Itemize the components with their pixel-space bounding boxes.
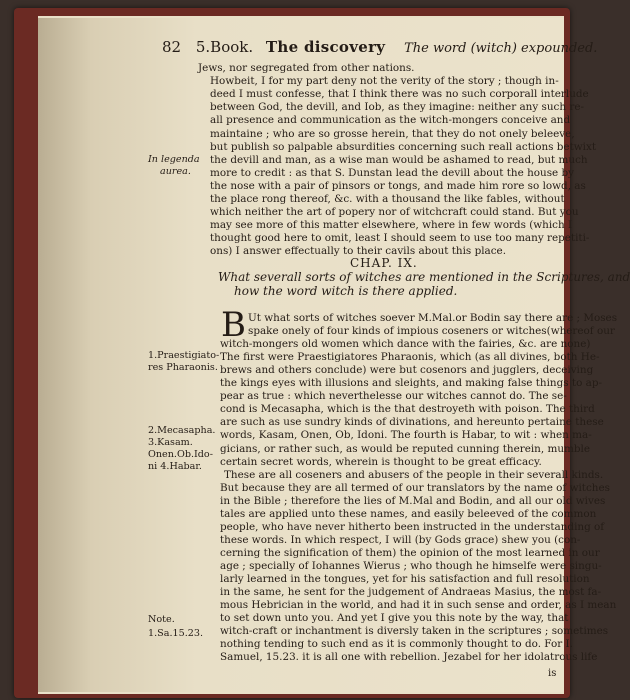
text-line: age ; specially of Iohannes Wierus ; who though he himselfe were singu- (220, 559, 602, 572)
text-line: may see more of this matter elsewhere, where in few words (which I (210, 219, 573, 232)
text-line: larly learned in the tongues, yet for his satisfaction and full resolution (220, 573, 590, 585)
margin-note-legenda-2: aurea. (160, 166, 191, 177)
text-line: certain secret words, wherein is thought to be great efficacy. (220, 455, 542, 468)
text-line: ons) I answer effectually to their cavils about this place. (210, 245, 507, 258)
text-line: maintaine ; who are so grosse herein, that they do not onely beleeve, (210, 127, 575, 140)
text-line: all presence and communication as the witch-mongers conceive and (210, 114, 571, 127)
text-line: But because they are all termed of our translators by the name of witches (220, 481, 610, 494)
text-line: words, Kasam, Onen, Ob, Idoni. The fourth is Habar, to wit : when ma- (220, 429, 592, 442)
text-line: witch-mongers old women which dance with the fairies, &c. are none) (220, 338, 591, 351)
text-line: in the same, he sent for the judgement of Andraeas Masius, the most fa- (220, 586, 602, 599)
margin-note-1a: 1.Praestigiato- (148, 350, 220, 361)
running-subtitle: The word (witch) expounded. (404, 41, 598, 56)
text-line: more to credit : as that S. Dunstan lead the devill about the house by (210, 166, 575, 179)
chapter-heading-2: how the word witch is there applied. (234, 284, 458, 298)
text-line: the devill and man, as a wise man would be ashamed to read, but much (210, 153, 588, 166)
chapter-label: CHAP. IX. (350, 256, 418, 270)
text-line: deed I must confesse, that I think there was no such corporall interlude (210, 88, 589, 101)
text-line: the kings eyes with illusions and sleights, and making false things to ap- (220, 377, 602, 390)
catchword: is (548, 668, 557, 679)
text-line: which neither the art of popery nor of witchcraft could stand. But you (210, 206, 579, 219)
text-line: the nose with a pair of pinsors or tongs, and made him rore so lowd, as (210, 179, 586, 192)
running-header (162, 38, 597, 56)
text-line: thought good here to omit, least I should seem to use too many repetiti- (210, 232, 590, 245)
text-line: Samuel, 15.23. it is all one with rebellion. Jezabel for her idolatrous life (220, 651, 598, 664)
margin-note-ref: 1.Sa.15.23. (148, 628, 204, 639)
margin-note-3c: ni 4.Habar. (148, 461, 202, 472)
text-line: pear as true : which neverthelesse our witches cannot do. The se- (220, 390, 567, 403)
text-line: but publish so palpable absurdities concerning such reall actions betwixt (210, 140, 597, 153)
text-line: between God, the devill, and Iob, as they imagine: neither any such re- (210, 101, 584, 114)
text-line: cerning the signification of them) the opinion of the most learned in our (220, 546, 600, 559)
margin-note-1b: res Pharaonis. (148, 362, 218, 373)
margin-note-3: 3.Kasam. (148, 437, 193, 448)
text-line: The first were Praestigiatores Pharaonis, which (as all divines, both He- (220, 351, 600, 364)
text-line: nothing tending to such end as it is commonly thought to do. For I. (220, 638, 573, 651)
text-line: gicians, or rather such, as would be reputed cunning therein, mumble (220, 442, 590, 455)
text-line: people, who have never hitherto been instructed in the understanding of (220, 520, 605, 533)
text-line: the place rong thereof, &c. with a thousand the like fables, without (210, 193, 565, 205)
text-line: Ut what sorts of witches soever M.Mal.or Bodin say there are ; Moses (248, 312, 618, 324)
text-line: These are all coseners and abusers of the people in their severall kinds. (224, 468, 604, 481)
text-line: mous Hebrician in the world, and had it in such sense and order, as I mean (220, 599, 617, 612)
text-line: cond is Mecasapha, which is the that destroyeth with poison. The third (220, 403, 595, 416)
text-line: are such as use sundry kinds of divinations, and hereunto pertaine these (220, 416, 604, 429)
page-number: 82 (162, 38, 182, 56)
text-line: brews and others conclude) were but cosenors and jugglers, deceiving (220, 364, 594, 377)
book-label: 5.Book. (195, 38, 254, 56)
margin-note-2: 2.Mecasapha. (148, 425, 216, 436)
text-line: Jews, nor segregated from other nations. (198, 62, 415, 74)
chapter-heading-1: What severall sorts of witches are mentioned in the Scriptures, and (218, 270, 630, 284)
text-line: witch-craft or inchantment is diversly taken in the scriptures ; sometimes (220, 625, 609, 638)
running-title: The discovery (265, 38, 386, 56)
drop-cap: B (221, 305, 246, 345)
text-line: in the Bible ; therefore the lies of M.Mal and Bodin, and all our old wives (220, 494, 606, 507)
text-line: tales are applied unto these names, and easily beleeved of the common (220, 507, 597, 520)
book-page (38, 18, 630, 692)
text-line: spake onely of four kinds of impious coseners or witches(whereof our (248, 325, 615, 338)
margin-note-note: Note. (148, 614, 175, 625)
margin-note-legenda-1: In legenda (148, 154, 200, 165)
text-line: these words. In which respect, I will (by Gods grace) shew you (con- (220, 533, 581, 546)
text-line: Howbeit, I for my part deny not the verity of the story ; though in- (210, 75, 559, 88)
text-line: to set down unto you. And yet I give you this note by the way, that (220, 612, 569, 625)
margin-note-3b: Onen.Ob.Ido- (148, 449, 213, 460)
